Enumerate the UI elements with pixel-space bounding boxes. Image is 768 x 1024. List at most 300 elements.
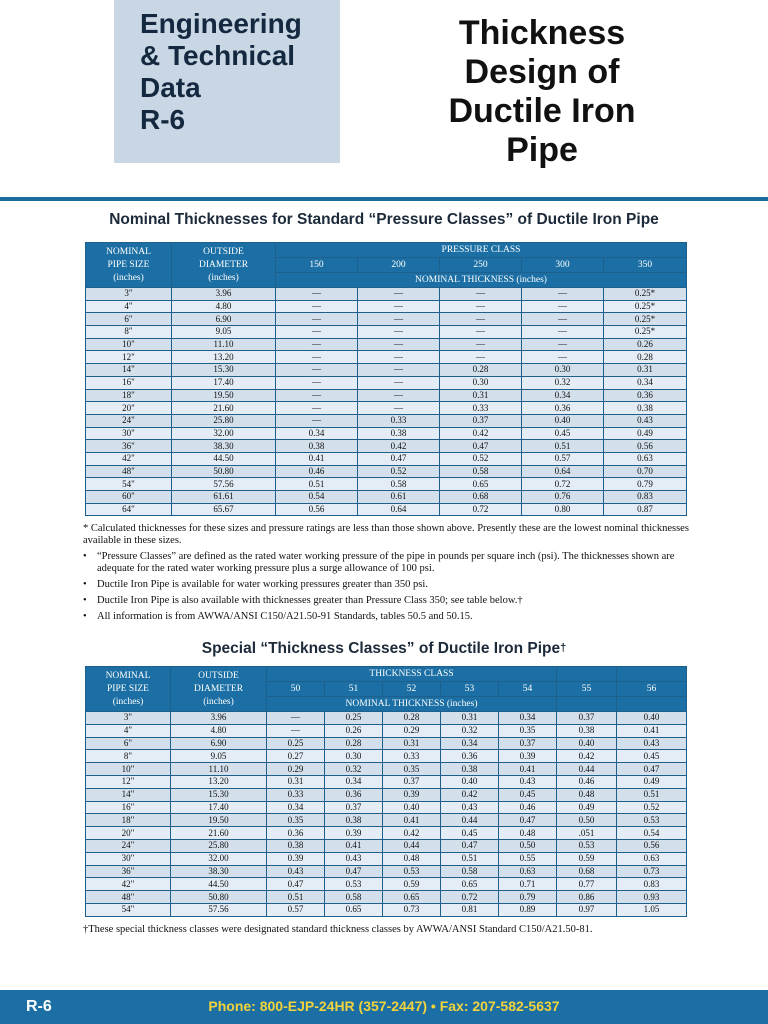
thickness-cell: 0.38	[557, 724, 617, 737]
table-row	[86, 503, 687, 516]
list-item: • Ductile Iron Pipe is also available with thicknesses greater than Pressure Class 350; see table below.†	[83, 595, 523, 606]
pipe-size-cell: 30"	[86, 852, 171, 865]
thickness-cell: 0.56	[604, 440, 687, 453]
pipe-size-cell: 4"	[86, 300, 172, 313]
table-row	[86, 750, 687, 763]
outside-diameter-cell: 15.30	[172, 364, 276, 377]
thickness-cell: 0.41	[383, 814, 441, 827]
thickness-cell: 0.77	[557, 878, 617, 891]
thickness-cell: —	[358, 376, 440, 389]
thickness-cell: —	[440, 313, 522, 326]
thickness-cell: 0.25	[267, 737, 325, 750]
thickness-cell: 0.47	[441, 839, 499, 852]
thickness-cell: 0.43	[441, 801, 499, 814]
footer-bar	[0, 990, 768, 1024]
thickness-cell: 0.33	[383, 750, 441, 763]
pipe-size-cell: 16"	[86, 376, 172, 389]
thickness-cell: 0.65	[441, 878, 499, 891]
thickness-cell: 0.42	[358, 440, 440, 453]
thickness-cell: 0.65	[325, 903, 383, 916]
pipe-size-cell: 6"	[86, 737, 171, 750]
thickness-cell: 0.36	[522, 402, 604, 415]
thickness-cell: —	[440, 326, 522, 339]
thickness-cell: 0.37	[557, 712, 617, 725]
thickness-cell: 0.41	[499, 763, 557, 776]
thickness-cell: —	[276, 326, 358, 339]
thickness-cell: 0.34	[522, 389, 604, 402]
outside-diameter-cell: 21.60	[171, 827, 267, 840]
thickness-cell: —	[522, 351, 604, 364]
thickness-cell: —	[440, 288, 522, 301]
thickness-cell: 0.45	[441, 827, 499, 840]
table-row	[86, 452, 687, 465]
table-row	[86, 788, 687, 801]
thickness-cell: 0.52	[617, 801, 687, 814]
thickness-cell: 0.34	[441, 737, 499, 750]
asterisk-note: * Calculated thicknesses for these sizes and pressure ratings are less than those shown above. Presently these are the lowest nominal thicknesses available in these sizes.	[83, 523, 689, 546]
page-number: R-6	[26, 998, 52, 1015]
thickness-cell: 0.31	[383, 737, 441, 750]
thickness-cell: 0.28	[440, 364, 522, 377]
outside-diameter-cell: 38.30	[172, 440, 276, 453]
thickness-cell: 0.51	[441, 852, 499, 865]
table-row	[86, 839, 687, 852]
outside-diameter-cell: 17.40	[171, 801, 267, 814]
pipe-size-cell: 8"	[86, 326, 172, 339]
pipe-size-cell: 10"	[86, 338, 172, 351]
blank-header	[617, 697, 687, 712]
thickness-cell: —	[358, 288, 440, 301]
table-row	[86, 440, 687, 453]
thickness-cell: 0.47	[617, 763, 687, 776]
blank-header	[557, 697, 617, 712]
outside-diameter-cell: 6.90	[172, 313, 276, 326]
thickness-cell: 0.40	[557, 737, 617, 750]
thickness-cell: 0.36	[267, 827, 325, 840]
thickness-cell: —	[440, 300, 522, 313]
outside-diameter-cell: 3.96	[172, 288, 276, 301]
outside-diameter-cell: 11.10	[172, 338, 276, 351]
thickness-cell: 0.28	[383, 712, 441, 725]
pipe-size-cell: 30"	[86, 427, 172, 440]
thickness-cell: 0.46	[499, 801, 557, 814]
table-row	[86, 878, 687, 891]
thickness-cell: —	[276, 376, 358, 389]
thickness-cell: 0.56	[276, 503, 358, 516]
thickness-cell: 0.47	[325, 865, 383, 878]
outside-diameter-cell: 50.80	[171, 891, 267, 904]
outside-diameter-cell: 4.80	[172, 300, 276, 313]
thickness-cell: 0.32	[522, 376, 604, 389]
thickness-cell: 0.61	[358, 491, 440, 504]
thickness-cell: 0.49	[617, 775, 687, 788]
outside-diameter-cell: 50.80	[172, 465, 276, 478]
thickness-class-table-body	[86, 712, 687, 917]
table-row	[86, 724, 687, 737]
thickness-cell: 0.43	[499, 775, 557, 788]
outside-diameter-cell: 15.30	[171, 788, 267, 801]
outside-diameter-cell: 57.56	[172, 478, 276, 491]
outside-diameter-cell: 19.50	[171, 814, 267, 827]
table-row	[86, 376, 687, 389]
table-row	[86, 402, 687, 415]
table-row	[86, 891, 687, 904]
thickness-cell: 0.54	[276, 491, 358, 504]
col-header-outside-diameter: OUTSIDE DIAMETER (inches)	[171, 667, 267, 712]
thickness-cell: —	[440, 351, 522, 364]
pipe-size-cell: 54"	[86, 478, 172, 491]
thickness-cell: 0.34	[267, 801, 325, 814]
outside-diameter-cell: 32.00	[171, 852, 267, 865]
group-header-pressure-class: PRESSURE CLASS	[276, 243, 687, 258]
thickness-cell: 0.26	[325, 724, 383, 737]
thickness-cell: 0.44	[441, 814, 499, 827]
thickness-cell: 0.57	[522, 452, 604, 465]
thickness-cell: 0.30	[522, 364, 604, 377]
thickness-cell: 0.36	[441, 750, 499, 763]
thickness-cell: 0.34	[604, 376, 687, 389]
thickness-cell: 0.72	[440, 503, 522, 516]
thickness-cell: —	[276, 351, 358, 364]
table-row	[86, 814, 687, 827]
thickness-cell: .051	[557, 827, 617, 840]
thickness-cell: 0.43	[604, 414, 687, 427]
thickness-cell: —	[522, 300, 604, 313]
thickness-cell: —	[276, 364, 358, 377]
table-row	[86, 313, 687, 326]
thickness-cell: 0.93	[617, 891, 687, 904]
thickness-cell: 0.25*	[604, 300, 687, 313]
table-row	[86, 351, 687, 364]
thickness-cell: 0.40	[617, 712, 687, 725]
thickness-cell: —	[276, 288, 358, 301]
thickness-cell: 0.31	[441, 712, 499, 725]
thickness-cell: 0.43	[325, 852, 383, 865]
thickness-cell: —	[358, 326, 440, 339]
pipe-size-cell: 36"	[86, 440, 172, 453]
thickness-cell: 0.68	[557, 865, 617, 878]
thickness-cell: 0.37	[499, 737, 557, 750]
pipe-size-cell: 60"	[86, 491, 172, 504]
outside-diameter-cell: 21.60	[172, 402, 276, 415]
thickness-cell: 0.64	[522, 465, 604, 478]
thickness-cell: 0.36	[325, 788, 383, 801]
thickness-cell: 0.71	[499, 878, 557, 891]
pipe-size-cell: 64"	[86, 503, 172, 516]
thickness-cell: 0.54	[617, 827, 687, 840]
thickness-cell: 0.87	[604, 503, 687, 516]
thickness-cell: 0.39	[383, 788, 441, 801]
class-header: 300	[522, 258, 604, 273]
thickness-cell: 0.33	[267, 788, 325, 801]
thickness-cell: —	[522, 288, 604, 301]
bullet-icon: •	[83, 595, 87, 606]
thickness-cell: 0.25*	[604, 326, 687, 339]
thickness-cell: 0.59	[557, 852, 617, 865]
table-row	[86, 801, 687, 814]
bullet-icon: •	[83, 579, 87, 590]
col-header-pipe-size: NOMINAL PIPE SIZE (inches)	[86, 243, 172, 288]
class-header: 350	[604, 258, 687, 273]
document-title: Thickness Design of Ductile Iron Pipe	[448, 14, 636, 169]
thickness-cell: 0.39	[325, 827, 383, 840]
thickness-cell: 0.38	[267, 839, 325, 852]
pipe-size-cell: 18"	[86, 814, 171, 827]
thickness-cell: 0.58	[441, 865, 499, 878]
sub-header-nominal-thickness: NOMINAL THICKNESS (inches)	[267, 697, 557, 712]
section-label-box	[114, 0, 340, 163]
class-header: 53	[441, 682, 499, 697]
thickness-cell: 0.36	[604, 389, 687, 402]
pipe-size-cell: 3"	[86, 288, 172, 301]
thickness-cell: 0.89	[499, 903, 557, 916]
pipe-size-cell: 48"	[86, 465, 172, 478]
thickness-cell: 1.05	[617, 903, 687, 916]
outside-diameter-cell: 61.61	[172, 491, 276, 504]
thickness-cell: —	[358, 364, 440, 377]
thickness-cell: 0.43	[617, 737, 687, 750]
outside-diameter-cell: 13.20	[172, 351, 276, 364]
thickness-cell: 0.51	[267, 891, 325, 904]
thickness-cell: 0.34	[325, 775, 383, 788]
table-row	[86, 288, 687, 301]
thickness-cell: 0.53	[617, 814, 687, 827]
thickness-cell: —	[267, 712, 325, 725]
thickness-cell: 0.32	[441, 724, 499, 737]
list-item: • Ductile Iron Pipe is available for water working pressures greater than 350 psi.	[83, 579, 428, 590]
thickness-cell: —	[522, 338, 604, 351]
thickness-cell: 0.51	[522, 440, 604, 453]
table-row	[86, 712, 687, 725]
thickness-cell: 0.58	[358, 478, 440, 491]
thickness-cell: 0.31	[267, 775, 325, 788]
class-header: 55	[557, 682, 617, 697]
pressure-class-table-title: Nominal Thicknesses for Standard “Pressure Classes” of Ductile Iron Pipe	[109, 211, 659, 228]
thickness-cell: 0.45	[499, 788, 557, 801]
thickness-cell: 0.55	[499, 852, 557, 865]
thickness-cell: —	[267, 724, 325, 737]
table-row	[86, 903, 687, 916]
table-row	[86, 491, 687, 504]
thickness-cell: 0.53	[557, 839, 617, 852]
outside-diameter-cell: 9.05	[172, 326, 276, 339]
pipe-size-cell: 20"	[86, 827, 171, 840]
outside-diameter-cell: 57.56	[171, 903, 267, 916]
thickness-cell: 0.38	[276, 440, 358, 453]
pipe-size-cell: 12"	[86, 775, 171, 788]
thickness-cell: 0.64	[358, 503, 440, 516]
thickness-cell: 0.68	[440, 491, 522, 504]
class-header: 50	[267, 682, 325, 697]
thickness-cell: 0.65	[383, 891, 441, 904]
pipe-size-cell: 54"	[86, 903, 171, 916]
col-header-pipe-size: NOMINAL PIPE SIZE (inches)	[86, 667, 171, 712]
thickness-cell: 0.73	[617, 865, 687, 878]
outside-diameter-cell: 65.67	[172, 503, 276, 516]
thickness-cell: 0.57	[267, 903, 325, 916]
class-header: 250	[440, 258, 522, 273]
thickness-cell: 0.83	[617, 878, 687, 891]
thickness-cell: —	[276, 402, 358, 415]
outside-diameter-cell: 17.40	[172, 376, 276, 389]
pressure-class-table	[85, 242, 687, 516]
thickness-class-footnote: †These special thickness classes were designated standard thickness classes by AWWA/ANSI Standard C150/A21.50-81.	[83, 924, 593, 935]
thickness-cell: 0.42	[557, 750, 617, 763]
thickness-cell: 0.33	[358, 414, 440, 427]
thickness-cell: 0.50	[499, 839, 557, 852]
thickness-cell: —	[440, 338, 522, 351]
outside-diameter-cell: 32.00	[172, 427, 276, 440]
thickness-class-table	[85, 666, 687, 917]
table-row	[86, 852, 687, 865]
thickness-cell: 0.38	[358, 427, 440, 440]
thickness-cell: —	[358, 402, 440, 415]
class-header: 56	[617, 682, 687, 697]
thickness-cell: 0.47	[267, 878, 325, 891]
outside-diameter-cell: 13.20	[171, 775, 267, 788]
table-row	[86, 338, 687, 351]
thickness-cell: —	[522, 313, 604, 326]
outside-diameter-cell: 3.96	[171, 712, 267, 725]
thickness-cell: 0.41	[325, 839, 383, 852]
table-row	[86, 827, 687, 840]
contact-info: Phone: 800-EJP-24HR (357-2447) • Fax: 207-582-5637	[208, 998, 560, 1014]
outside-diameter-cell: 25.80	[172, 414, 276, 427]
pipe-size-cell: 18"	[86, 389, 172, 402]
list-item: • All information is from AWWA/ANSI C150/A21.50-91 Standards, tables 50.5 and 50.15.	[83, 611, 473, 622]
table-row	[86, 389, 687, 402]
thickness-cell: 0.42	[440, 427, 522, 440]
thickness-cell: 0.39	[499, 750, 557, 763]
pipe-size-cell: 36"	[86, 865, 171, 878]
outside-diameter-cell: 44.50	[172, 452, 276, 465]
thickness-cell: 0.37	[383, 775, 441, 788]
pipe-size-cell: 12"	[86, 351, 172, 364]
pipe-size-cell: 8"	[86, 750, 171, 763]
pipe-size-cell: 48"	[86, 891, 171, 904]
thickness-cell: 0.48	[499, 827, 557, 840]
thickness-cell: 0.35	[499, 724, 557, 737]
thickness-cell: —	[358, 313, 440, 326]
class-header: 54	[499, 682, 557, 697]
table-row	[86, 865, 687, 878]
thickness-cell: 0.86	[557, 891, 617, 904]
thickness-cell: 0.58	[440, 465, 522, 478]
pipe-size-cell: 42"	[86, 452, 172, 465]
thickness-cell: 0.25*	[604, 288, 687, 301]
thickness-cell: 0.79	[499, 891, 557, 904]
thickness-cell: 0.46	[276, 465, 358, 478]
thickness-cell: 0.38	[604, 402, 687, 415]
thickness-cell: 0.44	[557, 763, 617, 776]
table-row	[86, 414, 687, 427]
outside-diameter-cell: 9.05	[171, 750, 267, 763]
pipe-size-cell: 10"	[86, 763, 171, 776]
thickness-cell: 0.39	[267, 852, 325, 865]
thickness-cell: 0.45	[617, 750, 687, 763]
header-divider	[0, 197, 768, 201]
thickness-cell: 0.38	[441, 763, 499, 776]
thickness-cell: 0.59	[383, 878, 441, 891]
thickness-cell: 0.52	[358, 465, 440, 478]
bullet-icon: •	[83, 611, 87, 622]
col-header-outside-diameter: OUTSIDE DIAMETER (inches)	[172, 243, 276, 288]
thickness-cell: 0.43	[267, 865, 325, 878]
thickness-cell: 0.56	[617, 839, 687, 852]
thickness-cell: —	[276, 338, 358, 351]
outside-diameter-cell: 38.30	[171, 865, 267, 878]
thickness-cell: 0.34	[499, 712, 557, 725]
blank-header	[557, 667, 617, 682]
notes	[83, 523, 693, 627]
list-item: • “Pressure Classes” are defined as the rated water working pressure of the pipe in pounds per square inch (psi). The thicknesses shown are adequate for the rated water working pressure plus a surge allowance of 100 psi.	[83, 551, 675, 574]
thickness-cell: 0.47	[440, 440, 522, 453]
thickness-cell: 0.40	[522, 414, 604, 427]
thickness-cell: 0.76	[522, 491, 604, 504]
pipe-size-cell: 24"	[86, 839, 171, 852]
thickness-cell: 0.49	[604, 427, 687, 440]
thickness-cell: —	[276, 389, 358, 402]
thickness-cell: 0.41	[617, 724, 687, 737]
thickness-cell: 0.70	[604, 465, 687, 478]
outside-diameter-cell: 44.50	[171, 878, 267, 891]
table-row	[86, 364, 687, 377]
class-header: 52	[383, 682, 441, 697]
notes-list	[83, 551, 693, 623]
thickness-cell: 0.31	[604, 364, 687, 377]
thickness-cell: 0.48	[557, 788, 617, 801]
thickness-cell: 0.72	[441, 891, 499, 904]
thickness-cell: 0.72	[522, 478, 604, 491]
pipe-size-cell: 42"	[86, 878, 171, 891]
outside-diameter-cell: 19.50	[172, 389, 276, 402]
outside-diameter-cell: 6.90	[171, 737, 267, 750]
pipe-size-cell: 14"	[86, 364, 172, 377]
thickness-cell: —	[358, 351, 440, 364]
thickness-cell: 0.44	[383, 839, 441, 852]
thickness-cell: 0.32	[325, 763, 383, 776]
thickness-cell: 0.35	[383, 763, 441, 776]
thickness-cell: 0.37	[325, 801, 383, 814]
thickness-cell: 0.42	[383, 827, 441, 840]
pipe-size-cell: 24"	[86, 414, 172, 427]
thickness-cell: —	[276, 313, 358, 326]
thickness-cell: 0.63	[617, 852, 687, 865]
table-row	[86, 763, 687, 776]
thickness-cell: 0.35	[267, 814, 325, 827]
thickness-cell: 0.34	[276, 427, 358, 440]
thickness-cell: 0.25*	[604, 313, 687, 326]
thickness-cell: —	[276, 414, 358, 427]
table-row	[86, 775, 687, 788]
pipe-size-cell: 4"	[86, 724, 171, 737]
outside-diameter-cell: 25.80	[171, 839, 267, 852]
thickness-cell: 0.29	[383, 724, 441, 737]
thickness-cell: 0.40	[441, 775, 499, 788]
outside-diameter-cell: 4.80	[171, 724, 267, 737]
class-header: 200	[358, 258, 440, 273]
thickness-cell: 0.58	[325, 891, 383, 904]
thickness-cell: 0.97	[557, 903, 617, 916]
thickness-cell: 0.40	[383, 801, 441, 814]
table-row	[86, 427, 687, 440]
thickness-cell: —	[358, 389, 440, 402]
thickness-cell: 0.65	[440, 478, 522, 491]
thickness-cell: 0.49	[557, 801, 617, 814]
thickness-cell: 0.31	[440, 389, 522, 402]
thickness-cell: 0.46	[557, 775, 617, 788]
section-label: Engineering & Technical Data R-6	[140, 8, 302, 135]
